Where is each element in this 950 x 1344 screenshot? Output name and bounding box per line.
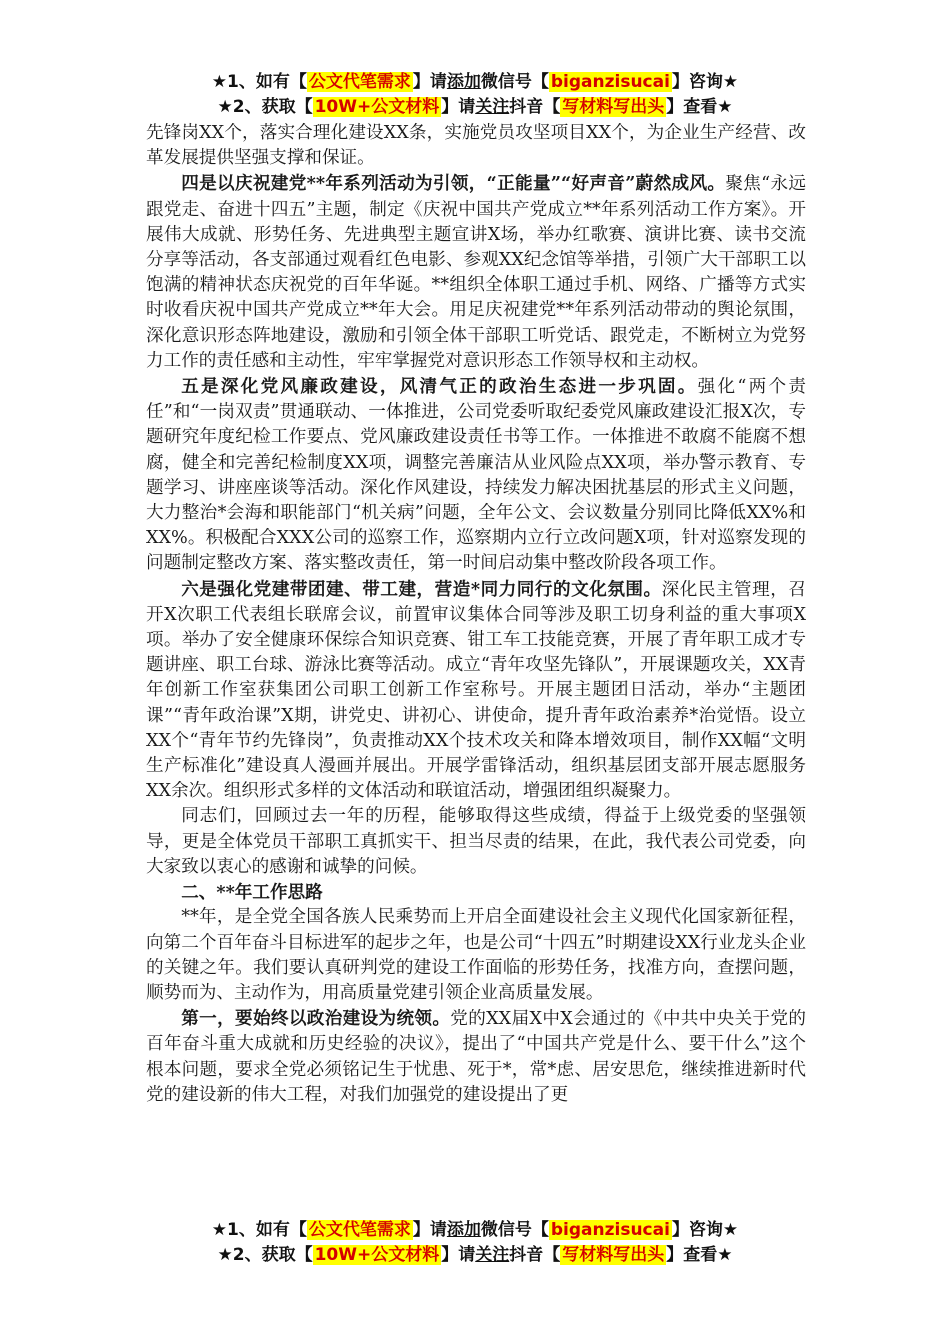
promo-line-2	[0, 95, 950, 120]
promo-text: ★2、获取【	[217, 1245, 313, 1265]
paragraph-text: **年，是全党全国各族人民乘势而上开启全面建设社会主义现代化国家新征程，向第二个百年奋斗目标进军的起步之年，也是公司“十四五”时期建设XX行业龙头企业的关键之年。我们要认真研判党的建设工作面临的形势任务，找准方向，查摆问题，顺势而为、主动作为，用高质量党建引领企业高质量发展。	[146, 907, 806, 1003]
promo-emphasis: 添加	[446, 72, 481, 92]
promo-text: 】请	[412, 1220, 447, 1240]
promo-text: 】查看★	[666, 1245, 733, 1265]
paragraph-text: 强化“两个责任”和“一岗双责”贯通联动、一体推进，公司党委听取纪委党风廉政建设汇报X次，专题研究年度纪检工作要点、党风廉政建设责任书等工作。一体推进不敢腐不能腐不想腐，健全和完善纪检制度XX项，调整完善廉洁从业风险点XX项，举办警示教育、专题学习、讲座座谈等活动。深化作风建设，持续发力解决困扰基层的形式主义问题，大力整治*会海和职能部门“机关病”问题，全年公文、会议数量分别同比降低XX%和XX%。积极配合XXX公司的巡察工作，巡察期内立行立改问题X项，针对巡察发现的问题制定整改方案、落实整改责任，第一时间启动集中整改阶段各项工作。	[146, 377, 806, 574]
promo-highlight: 写材料写出头	[562, 97, 665, 117]
promo-emphasis: 添加	[446, 1220, 481, 1240]
promo-highlight: 公文代笔需求	[308, 72, 411, 92]
promo-text: 微信号【	[480, 72, 549, 92]
promo-text: 】咨询★	[671, 72, 739, 92]
paragraph-text: 同志们，回顾过去一年的历程，能够取得这些成绩，得益于上级党委的坚强领导，更是全体党员干部职工真抓实干、担当尽责的结果，在此，我代表公司党委，向大家致以衷心的感谢和诚挚的问候。	[146, 806, 806, 877]
paragraph-text: 党的XX届X中X会通过的《中共中央关于党的百年奋斗重大成就和历史经验的决议》，提出了“中国共产党是什么、要干什么”这个根本问题，要求全党必须铭记生于忧患、死于*，常*虑、居安思危，继续推进新时代党的建设新的伟大工程，对我们加强党的建设提出了更	[146, 1009, 806, 1105]
section-heading-text: 二、**年工作思路	[181, 882, 323, 904]
promo-text: 】咨询★	[671, 1220, 739, 1240]
document-body	[146, 121, 806, 1108]
promo-highlight: biganzisucai	[550, 1220, 670, 1240]
promo-text: ★1、如有【	[211, 1220, 307, 1240]
paragraph-text: 聚焦“永远跟党走、奋进十四五”主题，制定《庆祝中国共产党成立**年系列活动工作方案》。开展伟大成就、形势任务、先进典型主题宣讲X场，举办红歌赛、演讲比赛、读书交流分享等活动，各支部通过观看红色电影、参观XX纪念馆等举措，引领广大干部职工以饱满的精神状态庆祝党的百年华诞。**组织全体职工通过手机、网络、广播等方式实时收看庆祝中国共产党成立**年大会。用足庆祝建党**年系列活动带动的舆论氛围，深化意识形态阵地建设，激励和引领全体干部职工听党话、跟党走，不断树立为党努力工作的责任感和主动性，牢牢掌握党对意识形态工作领导权和主动权。	[146, 174, 806, 371]
promo-text: 】请	[441, 97, 476, 117]
promo-highlight: biganzisucai	[550, 72, 670, 92]
promo-line-1	[0, 70, 950, 95]
promo-text: 】请	[412, 72, 447, 92]
section-heading	[146, 880, 806, 905]
promo-text: ★2、获取【	[217, 97, 313, 117]
paragraph	[146, 905, 806, 1006]
paragraph-lead: 五是深化党风廉政建设，风清气正的政治生态进一步巩固。	[181, 376, 698, 398]
promo-emphasis: 关注	[475, 1245, 510, 1265]
promo-text: ★1、如有【	[211, 72, 307, 92]
promo-line-1	[0, 1218, 950, 1243]
paragraph	[146, 171, 806, 374]
paragraph-lead: 六是强化党建带团建、带工建，营造*同力同行的文化氛围。	[181, 578, 662, 600]
paragraph	[146, 1006, 806, 1108]
promo-line-2	[0, 1243, 950, 1268]
top-promo-banner	[0, 70, 950, 120]
bottom-promo-banner	[0, 1218, 950, 1268]
promo-highlight: 10W+公文材料	[314, 97, 440, 117]
promo-highlight: 10W+公文材料	[314, 1245, 440, 1265]
promo-highlight: 公文代笔需求	[308, 1220, 411, 1240]
promo-text: 抖音【	[509, 97, 561, 117]
promo-text: 微信号【	[480, 1220, 549, 1240]
paragraph	[146, 804, 806, 880]
paragraph-lead: 第一，要始终以政治建设为统领。	[181, 1008, 451, 1030]
promo-text: 抖音【	[509, 1245, 561, 1265]
paragraph	[146, 577, 806, 805]
paragraph	[146, 374, 806, 577]
paragraph-lead: 四是以庆祝建党**年系列活动为引领，“正能量”“好声音”蔚然成风。	[181, 173, 726, 195]
promo-emphasis: 关注	[475, 97, 510, 117]
paragraph-text: 先锋岗XX个，落实合理化建设XX条，实施党员攻坚项目XX个，为企业生产经营、改革发展提供坚强支撑和保证。	[146, 123, 806, 169]
promo-text: 】查看★	[666, 97, 733, 117]
paragraph-text: 深化民主管理，召开X次职工代表组长联席会议，前置审议集体合同等涉及职工切身利益的重大事项X项。举办了安全健康环保综合知识竞赛、钳工车工技能竞赛，开展了青年职工成才专题讲座、职工台球、游泳比赛等活动。成立“青年攻坚先锋队”，开展课题攻关，XX青年创新工作室获集团公司职工创新工作室称号。开展主题团日活动，举办“主题团课”“青年政治课”X期，讲党史、讲初心、讲使命，提升青年政治素养*治觉悟。设立XX个“青年节约先锋岗”，负责推动XX个技术攻关和降本增效项目，制作XX幅“文明生产标准化”建设真人漫画并展出。开展学雷锋活动，组织基层团支部开展志愿服务XX余次。组织形式多样的文体活动和联谊活动，增强团组织凝聚力。	[146, 579, 806, 802]
paragraph	[146, 121, 806, 171]
promo-highlight: 写材料写出头	[562, 1245, 665, 1265]
promo-text: 】请	[441, 1245, 476, 1265]
